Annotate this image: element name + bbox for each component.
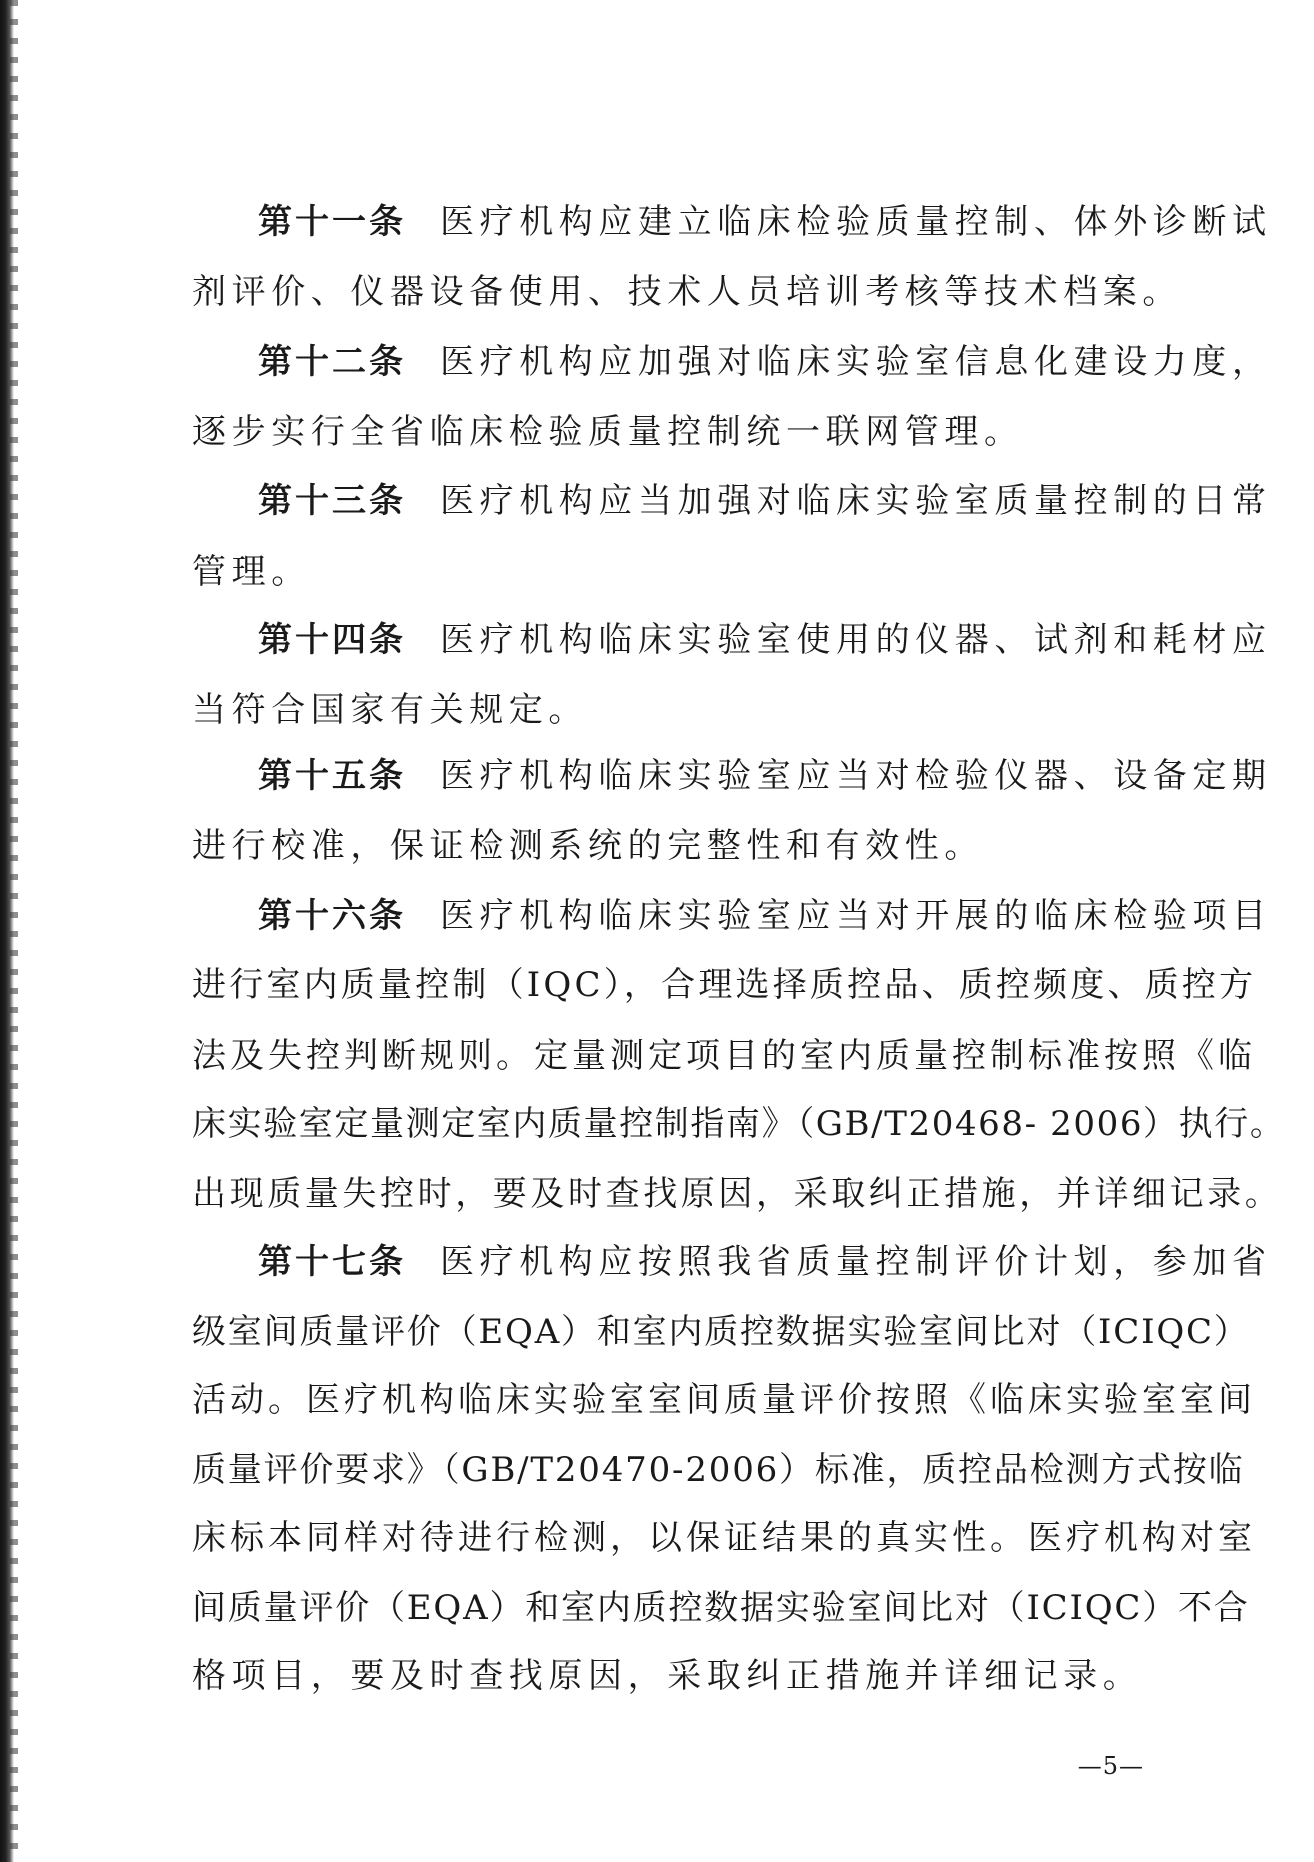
article-17-text-1: 医疗机构应按照我省质量控制评价计划，参加省 [440, 1242, 1272, 1282]
article-14-text-1: 医疗机构临床实验室使用的仪器、试剂和耗材应 [440, 620, 1272, 660]
article-14-line-2: 当符合国家有关规定。 [192, 690, 588, 730]
article-11-line-2: 剂评价、仪器设备使用、技术人员培训考核等技术档案。 [192, 272, 1182, 312]
article-16-line-5: 出现质量失控时，要及时查找原因，采取纠正措施，并详细记录。 [192, 1174, 1283, 1214]
article-17-line-1 [258, 1242, 1272, 1282]
article-11-text-1: 医疗机构应建立临床检验质量控制、体外诊断试 [440, 202, 1272, 242]
article-16-line-1 [258, 896, 1272, 936]
article-15-label: 第十五条 [258, 756, 406, 796]
article-17-line-2: 级室间质量评价（EQA）和室内质控数据实验室间比对（ICIQC） [192, 1312, 1250, 1352]
article-15-line-1 [258, 756, 1272, 796]
article-11-label: 第十一条 [258, 202, 406, 242]
page-number: —5— [1077, 1752, 1144, 1780]
article-12-label: 第十二条 [258, 342, 406, 382]
article-15-line-2: 进行校准，保证检测系统的完整性和有效性。 [192, 826, 984, 866]
article-17-line-3: 活动。医疗机构临床实验室室间质量评价按照《临床实验室室间 [192, 1380, 1256, 1420]
article-16-line-3: 法及失控判断规则。定量测定项目的室内质量控制标准按照《临 [192, 1036, 1256, 1076]
article-17-line-6: 间质量评价（EQA）和室内质控数据实验室间比对（ICIQC）不合 [192, 1588, 1250, 1628]
article-16-line-4: 床实验室定量测定室内质量控制指南》（GB/T20468- 2006）执行。 [192, 1104, 1286, 1144]
article-12-text-1: 医疗机构应加强对临床实验室信息化建设力度， [440, 342, 1272, 382]
article-12-line-1 [258, 342, 1272, 382]
article-14-label: 第十四条 [258, 620, 406, 660]
article-13-line-1 [258, 481, 1272, 521]
article-13-label: 第十三条 [258, 481, 406, 521]
article-17-label: 第十七条 [258, 1242, 406, 1282]
article-16-line-2: 进行室内质量控制（IQC），合理选择质控品、质控频度、质控方 [192, 965, 1257, 1005]
article-17-line-7: 格项目，要及时查找原因，采取纠正措施并详细记录。 [192, 1656, 1143, 1696]
article-15-text-1: 医疗机构临床实验室应当对检验仪器、设备定期 [440, 756, 1272, 796]
article-16-text-1: 医疗机构临床实验室应当对开展的临床检验项目 [440, 896, 1272, 936]
article-12-line-2: 逐步实行全省临床检验质量控制统一联网管理。 [192, 412, 1024, 452]
article-17-line-4: 质量评价要求》（GB/T20470-2006）标准，质控品检测方式按临 [192, 1450, 1245, 1490]
article-13-line-2: 管理。 [192, 552, 311, 592]
article-17-line-5: 床标本同样对待进行检测，以保证结果的真实性。医疗机构对室 [192, 1518, 1256, 1558]
article-11-line-1 [258, 202, 1272, 242]
article-16-label: 第十六条 [258, 896, 406, 936]
article-13-text-1: 医疗机构应当加强对临床实验室质量控制的日常 [440, 481, 1272, 521]
article-14-line-1 [258, 620, 1272, 660]
